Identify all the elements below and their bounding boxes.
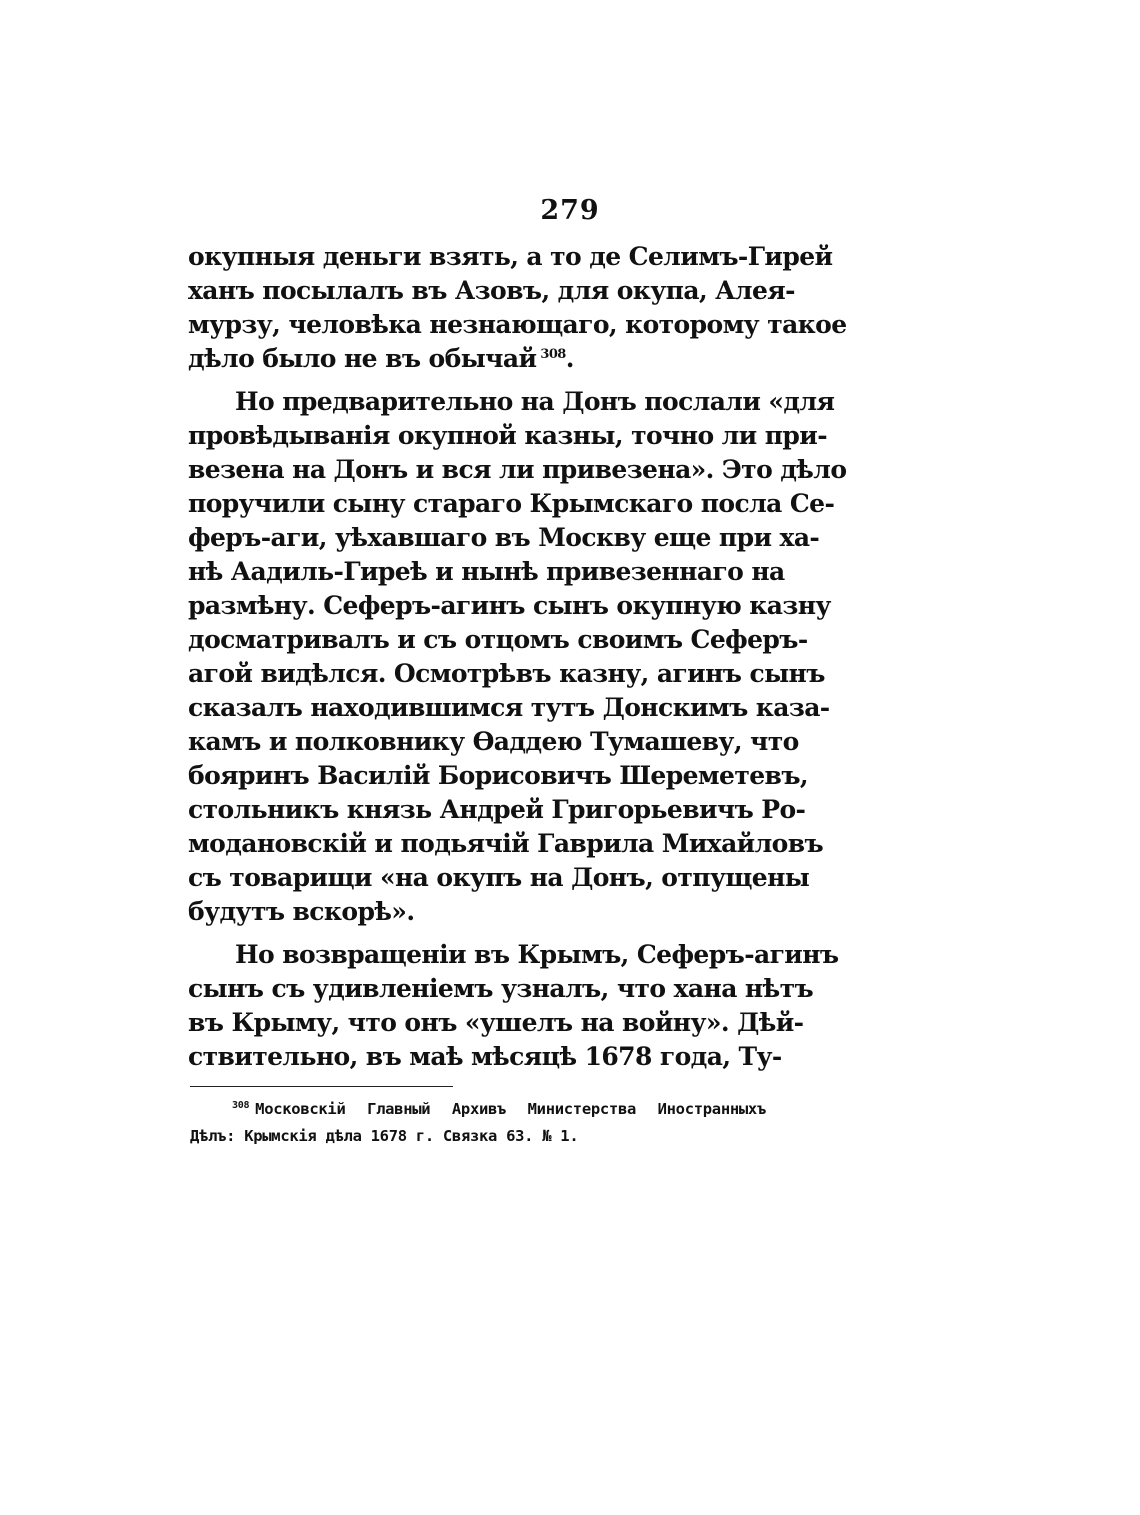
text-line: окупныя деньги взять, а то де Селимъ-Гирей bbox=[188, 242, 833, 271]
footnote-line: Дѣлъ: Крымскія дѣла 1678 г. Связка 63. № 1. bbox=[190, 1127, 579, 1145]
text-line: модановскій и подьячій Гаврила Михайловъ bbox=[188, 829, 824, 858]
page-number: 279 bbox=[540, 195, 600, 226]
text-line: бояринъ Василій Борисовичъ Шереметевъ, bbox=[188, 761, 808, 790]
footnote-reference[interactable]: 308 bbox=[540, 347, 566, 362]
body-text bbox=[188, 240, 847, 1074]
text-line: камъ и полковнику Ѳаддею Тумашеву, что bbox=[188, 727, 799, 756]
text-line: Но предварительно на Донъ послали «для bbox=[235, 387, 835, 416]
footnote-text: Московскій Главный Архивъ Министерства Иностранныхъ bbox=[255, 1100, 766, 1118]
footnote-line bbox=[190, 1096, 766, 1123]
text-line: везена на Донъ и вся ли привезена». Это дѣло bbox=[188, 455, 847, 484]
footnote-separator bbox=[190, 1086, 453, 1087]
text-line: ствительно, въ маѣ мѣсяцѣ 1678 года, Ту- bbox=[188, 1042, 782, 1071]
period: . bbox=[565, 344, 574, 373]
text-line: размѣну. Сеферъ-агинъ сынъ окупную казну bbox=[188, 591, 831, 620]
text-line: феръ-аги, уѣхавшаго въ Москву еще при ха- bbox=[188, 523, 820, 552]
text-line-with-ref bbox=[188, 342, 766, 376]
text-line: мурзу, человѣка незнающаго, которому такое bbox=[188, 310, 847, 339]
footnote-number: 308 bbox=[232, 1100, 250, 1111]
text-line: сынъ съ удивленіемъ узналъ, что хана нѣтъ bbox=[188, 974, 814, 1003]
paragraph-2 bbox=[188, 385, 847, 929]
paragraph-1 bbox=[188, 240, 847, 376]
text-line: ханъ посылалъ въ Азовъ, для окупа, Алея- bbox=[188, 276, 795, 305]
text-line: досматривалъ и съ отцомъ своимъ Сеферъ- bbox=[188, 625, 808, 654]
text-line: съ товарищи «на окупъ на Донъ, отпущены bbox=[188, 863, 810, 892]
text-line: провѣдыванія окупной казны, точно ли при- bbox=[188, 421, 827, 450]
text-line: будутъ вскорѣ». bbox=[188, 897, 415, 926]
text-line: сказалъ находившимся тутъ Донскимъ каза- bbox=[188, 693, 830, 722]
text-line: нѣ Аадиль-Гиреѣ и нынѣ привезеннаго на bbox=[188, 557, 785, 586]
paragraph-3 bbox=[188, 938, 839, 1074]
footnote bbox=[190, 1096, 766, 1150]
text-line: въ Крыму, что онъ «ушелъ на войну». Дѣй- bbox=[188, 1008, 804, 1037]
text-line: дѣло было не въ обычай bbox=[188, 344, 537, 373]
text-line: стольникъ князь Андрей Григорьевичъ Ро- bbox=[188, 795, 806, 824]
text-line: агой видѣлся. Осмотрѣвъ казну, агинъ сынъ bbox=[188, 659, 825, 688]
text-line: Но возвращеніи въ Крымъ, Сеферъ-агинъ bbox=[235, 940, 839, 969]
text-line: поручили сыну стараго Крымскаго посла Се- bbox=[188, 489, 835, 518]
